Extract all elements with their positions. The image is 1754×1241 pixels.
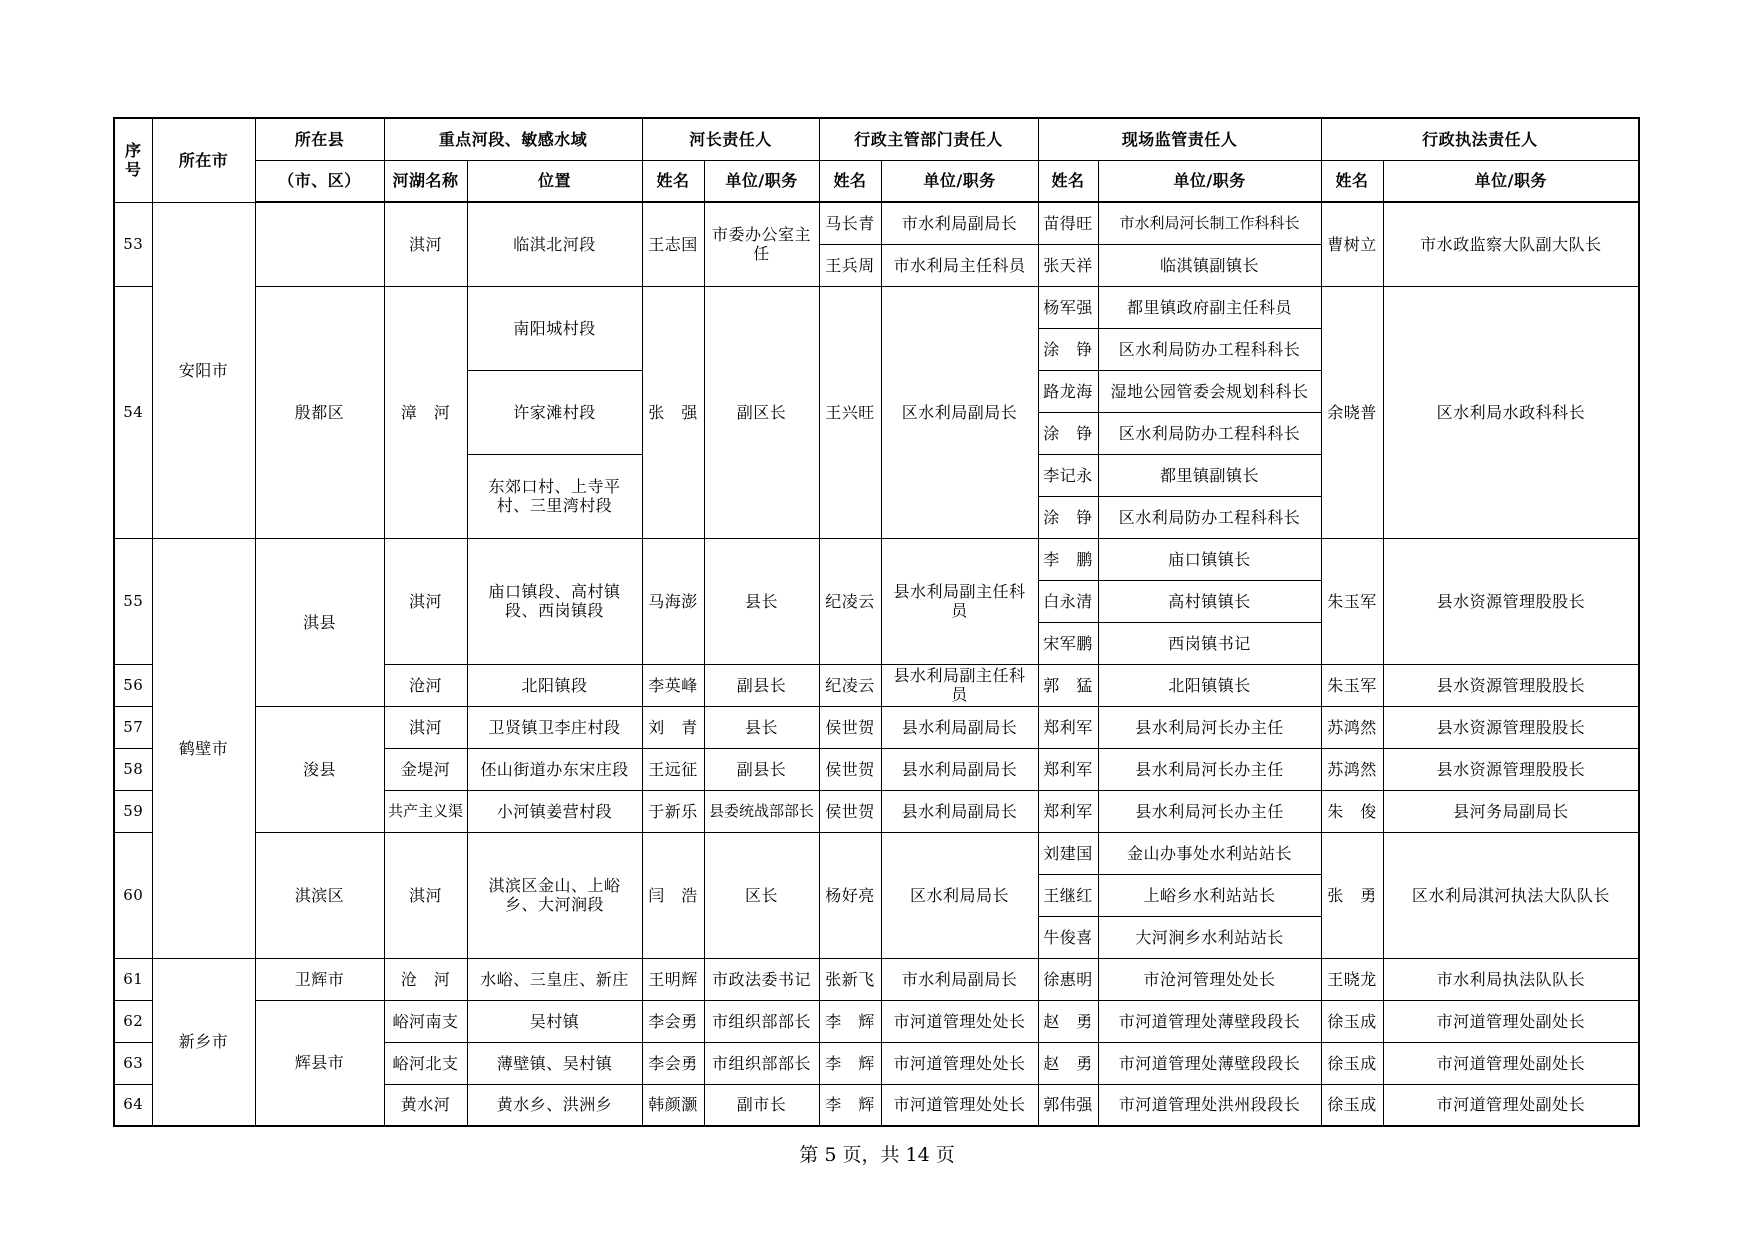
- cell-site-name: 郑利军: [1038, 706, 1098, 748]
- cell-admin-post: 县水利局副局长: [881, 748, 1038, 790]
- cell-enforce-post: 县水资源管理股股长: [1383, 664, 1639, 706]
- cell-county: 卫辉市: [255, 958, 384, 1000]
- header-county-sub: （市、区）: [255, 160, 384, 202]
- table-row: [114, 1000, 1639, 1042]
- cell-site-post: 市河道管理处洪州段段长: [1098, 1084, 1321, 1126]
- cell-river: 沧 河: [384, 958, 467, 1000]
- cell-location: 临淇北河段: [467, 202, 642, 286]
- cell-enforce-name: 朱玉军: [1321, 664, 1383, 706]
- cell-admin-name: 杨好亮: [819, 832, 881, 958]
- cell-river: 淇河: [384, 706, 467, 748]
- cell-location: 小河镇姜营村段: [467, 790, 642, 832]
- cell-enforce-post: 市水政监察大队副大队长: [1383, 202, 1639, 286]
- cell-admin-name: 侯世贺: [819, 706, 881, 748]
- table-row: [114, 202, 1639, 244]
- cell-site-name: 徐惠明: [1038, 958, 1098, 1000]
- cell-site-post: 区水利局防办工程科科长: [1098, 496, 1321, 538]
- cell-site-name: 张天祥: [1038, 244, 1098, 286]
- cell-site-name: 郑利军: [1038, 790, 1098, 832]
- cell-site-post: 西岗镇书记: [1098, 622, 1321, 664]
- cell-site-name: 白永清: [1038, 580, 1098, 622]
- cell-site-name: 涂 铮: [1038, 412, 1098, 454]
- cell-enforce-post: 区水利局水政科科长: [1383, 286, 1639, 538]
- cell-chief-name: 韩颜灏: [642, 1084, 704, 1126]
- cell-site-post: 大河涧乡水利站站长: [1098, 916, 1321, 958]
- cell-river: 沧河: [384, 664, 467, 706]
- cell-site-name: 刘建国: [1038, 832, 1098, 874]
- cell-admin-post: 市水利局主任科员: [881, 244, 1038, 286]
- header-site-post: 单位/职务: [1098, 160, 1321, 202]
- cell-site-name: 牛俊喜: [1038, 916, 1098, 958]
- cell-seq: 53: [114, 202, 152, 286]
- header-admin-name: 姓名: [819, 160, 881, 202]
- cell-chief-post: 副市长: [704, 1084, 819, 1126]
- cell-city: 安阳市: [152, 202, 255, 538]
- cell-site-post: 上峪乡水利站站长: [1098, 874, 1321, 916]
- header-enforce: 行政执法责任人: [1321, 118, 1639, 160]
- cell-chief-name: 马海澎: [642, 538, 704, 664]
- cell-enforce-name: 王晓龙: [1321, 958, 1383, 1000]
- cell-location: 伾山街道办东宋庄段: [467, 748, 642, 790]
- cell-river: 淇河: [384, 538, 467, 664]
- header-site: 现场监管责任人: [1038, 118, 1321, 160]
- cell-county: 浚县: [255, 706, 384, 832]
- header-admin: 行政主管部门责任人: [819, 118, 1038, 160]
- header-location: 位置: [467, 160, 642, 202]
- cell-chief-name: 于新乐: [642, 790, 704, 832]
- cell-enforce-name: 余晓普: [1321, 286, 1383, 538]
- cell-site-name: 郭伟强: [1038, 1084, 1098, 1126]
- cell-enforce-name: 苏鸿然: [1321, 706, 1383, 748]
- cell-admin-name: 纪凌云: [819, 664, 881, 706]
- cell-admin-post: 市水利局副局长: [881, 202, 1038, 244]
- cell-county: 殷都区: [255, 286, 384, 538]
- cell-location: 水峪、三皇庄、新庄: [467, 958, 642, 1000]
- cell-enforce-name: 苏鸿然: [1321, 748, 1383, 790]
- table-row: [114, 286, 1639, 328]
- cell-site-name: 李记永: [1038, 454, 1098, 496]
- table-row: [114, 538, 1639, 580]
- cell-site-post: 县水利局河长办主任: [1098, 790, 1321, 832]
- cell-chief-name: 王远征: [642, 748, 704, 790]
- cell-admin-name: 马长青: [819, 202, 881, 244]
- cell-admin-post: 区水利局局长: [881, 832, 1038, 958]
- cell-river: 峪河北支: [384, 1042, 467, 1084]
- cell-chief-post: 副区长: [704, 286, 819, 538]
- cell-admin-post: 县水利局副局长: [881, 706, 1038, 748]
- cell-admin-post: 市河道管理处处长: [881, 1042, 1038, 1084]
- header-river-chief: 河长责任人: [642, 118, 819, 160]
- cell-admin-post: 县水利局副局长: [881, 790, 1038, 832]
- cell-enforce-post: 县水资源管理股股长: [1383, 706, 1639, 748]
- cell-enforce-name: 曹树立: [1321, 202, 1383, 286]
- cell-site-post: 市水利局河长制工作科科长: [1098, 202, 1321, 244]
- cell-admin-post: 县水利局副主任科员: [881, 538, 1038, 664]
- cell-chief-name: 王志国: [642, 202, 704, 286]
- header-admin-post: 单位/职务: [881, 160, 1038, 202]
- cell-chief-post: 副县长: [704, 664, 819, 706]
- cell-site-name: 苗得旺: [1038, 202, 1098, 244]
- header-seq: 序号: [114, 118, 152, 202]
- cell-chief-post: 县长: [704, 706, 819, 748]
- cell-site-post: 临淇镇副镇长: [1098, 244, 1321, 286]
- cell-admin-name: 李 辉: [819, 1042, 881, 1084]
- cell-admin-post: 县水利局副主任科员: [881, 664, 1038, 706]
- cell-site-post: 都里镇政府副主任科员: [1098, 286, 1321, 328]
- cell-site-name: 赵 勇: [1038, 1042, 1098, 1084]
- header-enforce-name: 姓名: [1321, 160, 1383, 202]
- cell-site-name: 郑利军: [1038, 748, 1098, 790]
- responsibility-table: [113, 117, 1640, 1127]
- cell-admin-name: 纪凌云: [819, 538, 881, 664]
- cell-chief-post: 市组织部部长: [704, 1042, 819, 1084]
- cell-river: 黄水河: [384, 1084, 467, 1126]
- cell-admin-name: 王兴旺: [819, 286, 881, 538]
- cell-site-post: 金山办事处水利站站长: [1098, 832, 1321, 874]
- page-footer: 第 5 页，共 14 页: [799, 1144, 955, 1166]
- cell-seq: 57: [114, 706, 152, 748]
- cell-site-post: 县水利局河长办主任: [1098, 706, 1321, 748]
- cell-seq: 55: [114, 538, 152, 664]
- cell-chief-post: 县长: [704, 538, 819, 664]
- cell-seq: 64: [114, 1084, 152, 1126]
- cell-chief-name: 李会勇: [642, 1000, 704, 1042]
- cell-admin-name: 侯世贺: [819, 748, 881, 790]
- cell-enforce-name: 徐玉成: [1321, 1084, 1383, 1126]
- cell-seq: 59: [114, 790, 152, 832]
- cell-site-post: 区水利局防办工程科科长: [1098, 328, 1321, 370]
- header-water: 重点河段、敏感水域: [384, 118, 642, 160]
- cell-chief-name: 李会勇: [642, 1042, 704, 1084]
- cell-enforce-name: 朱 俊: [1321, 790, 1383, 832]
- cell-enforce-post: 市河道管理处副处长: [1383, 1042, 1639, 1084]
- cell-location: 淇滨区金山、上峪乡、大河涧段: [467, 832, 642, 958]
- cell-site-post: 北阳镇镇长: [1098, 664, 1321, 706]
- cell-chief-name: 王明辉: [642, 958, 704, 1000]
- cell-location: 许家滩村段: [467, 370, 642, 454]
- cell-location: 东郊口村、上寺平村、三里湾村段: [467, 454, 642, 538]
- cell-admin-name: 侯世贺: [819, 790, 881, 832]
- cell-enforce-post: 市河道管理处副处长: [1383, 1000, 1639, 1042]
- cell-admin-post: 市水利局副局长: [881, 958, 1038, 1000]
- cell-city: 鹤壁市: [152, 538, 255, 958]
- cell-seq: 58: [114, 748, 152, 790]
- cell-chief-post: 市政法委书记: [704, 958, 819, 1000]
- cell-county: [255, 202, 384, 286]
- cell-county: 辉县市: [255, 1000, 384, 1126]
- cell-site-post: 区水利局防办工程科科长: [1098, 412, 1321, 454]
- cell-location: 黄水乡、洪洲乡: [467, 1084, 642, 1126]
- cell-location: 北阳镇段: [467, 664, 642, 706]
- cell-enforce-post: 县水资源管理股股长: [1383, 538, 1639, 664]
- cell-chief-post: 县委统战部部长: [704, 790, 819, 832]
- cell-river: 共产主义渠: [384, 790, 467, 832]
- cell-admin-name: 王兵周: [819, 244, 881, 286]
- cell-site-name: 宋军鹏: [1038, 622, 1098, 664]
- table-row: [114, 706, 1639, 748]
- table-row: [114, 832, 1639, 874]
- cell-site-post: 高村镇镇长: [1098, 580, 1321, 622]
- cell-chief-name: 李英峰: [642, 664, 704, 706]
- cell-chief-post: 副县长: [704, 748, 819, 790]
- cell-county: 淇县: [255, 538, 384, 706]
- cell-site-post: 湿地公园管委会规划科科长: [1098, 370, 1321, 412]
- cell-admin-name: 李 辉: [819, 1084, 881, 1126]
- cell-enforce-post: 市河道管理处副处长: [1383, 1084, 1639, 1126]
- cell-seq: 61: [114, 958, 152, 1000]
- cell-site-post: 都里镇副镇长: [1098, 454, 1321, 496]
- cell-chief-post: 市委办公室主任: [704, 202, 819, 286]
- cell-admin-name: 张新飞: [819, 958, 881, 1000]
- cell-chief-name: 刘 青: [642, 706, 704, 748]
- cell-location: 吴村镇: [467, 1000, 642, 1042]
- cell-site-post: 市沧河管理处处长: [1098, 958, 1321, 1000]
- cell-site-name: 王继红: [1038, 874, 1098, 916]
- cell-admin-name: 李 辉: [819, 1000, 881, 1042]
- cell-location: 南阳城村段: [467, 286, 642, 370]
- cell-enforce-post: 市水利局执法队队长: [1383, 958, 1639, 1000]
- cell-admin-post: 区水利局副局长: [881, 286, 1038, 538]
- cell-site-post: 庙口镇镇长: [1098, 538, 1321, 580]
- cell-river: 淇河: [384, 832, 467, 958]
- cell-river: 峪河南支: [384, 1000, 467, 1042]
- cell-chief-post: 市组织部部长: [704, 1000, 819, 1042]
- cell-city: 新乡市: [152, 958, 255, 1126]
- cell-chief-name: 张 强: [642, 286, 704, 538]
- cell-seq: 54: [114, 286, 152, 538]
- cell-enforce-name: 朱玉军: [1321, 538, 1383, 664]
- cell-site-name: 路龙海: [1038, 370, 1098, 412]
- cell-site-post: 市河道管理处薄壁段段长: [1098, 1000, 1321, 1042]
- cell-location: 薄壁镇、吴村镇: [467, 1042, 642, 1084]
- cell-site-name: 涂 铮: [1038, 496, 1098, 538]
- cell-river: 金堤河: [384, 748, 467, 790]
- table-row: [114, 958, 1639, 1000]
- cell-seq: 62: [114, 1000, 152, 1042]
- cell-site-name: 郭 猛: [1038, 664, 1098, 706]
- cell-enforce-name: 徐玉成: [1321, 1042, 1383, 1084]
- header-city: 所在市: [152, 118, 255, 202]
- cell-enforce-post: 区水利局淇河执法大队队长: [1383, 832, 1639, 958]
- cell-site-post: 市河道管理处薄壁段段长: [1098, 1042, 1321, 1084]
- cell-enforce-name: 徐玉成: [1321, 1000, 1383, 1042]
- cell-river: 淇河: [384, 202, 467, 286]
- header-enforce-post: 单位/职务: [1383, 160, 1639, 202]
- header-chief-post: 单位/职务: [704, 160, 819, 202]
- header-chief-name: 姓名: [642, 160, 704, 202]
- cell-river: 漳 河: [384, 286, 467, 538]
- cell-site-name: 涂 铮: [1038, 328, 1098, 370]
- cell-seq: 63: [114, 1042, 152, 1084]
- cell-site-name: 杨军强: [1038, 286, 1098, 328]
- cell-admin-post: 市河道管理处处长: [881, 1084, 1038, 1126]
- header-site-name: 姓名: [1038, 160, 1098, 202]
- cell-county: 淇滨区: [255, 832, 384, 958]
- cell-seq: 60: [114, 832, 152, 958]
- cell-location: 卫贤镇卫李庄村段: [467, 706, 642, 748]
- cell-site-name: 赵 勇: [1038, 1000, 1098, 1042]
- cell-seq: 56: [114, 664, 152, 706]
- cell-location: 庙口镇段、高村镇段、西岗镇段: [467, 538, 642, 664]
- cell-enforce-post: 县河务局副局长: [1383, 790, 1639, 832]
- cell-admin-post: 市河道管理处处长: [881, 1000, 1038, 1042]
- cell-enforce-name: 张 勇: [1321, 832, 1383, 958]
- cell-site-name: 李 鹏: [1038, 538, 1098, 580]
- cell-enforce-post: 县水资源管理股股长: [1383, 748, 1639, 790]
- header-county: 所在县: [255, 118, 384, 160]
- cell-chief-post: 区长: [704, 832, 819, 958]
- cell-chief-name: 闫 浩: [642, 832, 704, 958]
- header-river-name: 河湖名称: [384, 160, 467, 202]
- cell-site-post: 县水利局河长办主任: [1098, 748, 1321, 790]
